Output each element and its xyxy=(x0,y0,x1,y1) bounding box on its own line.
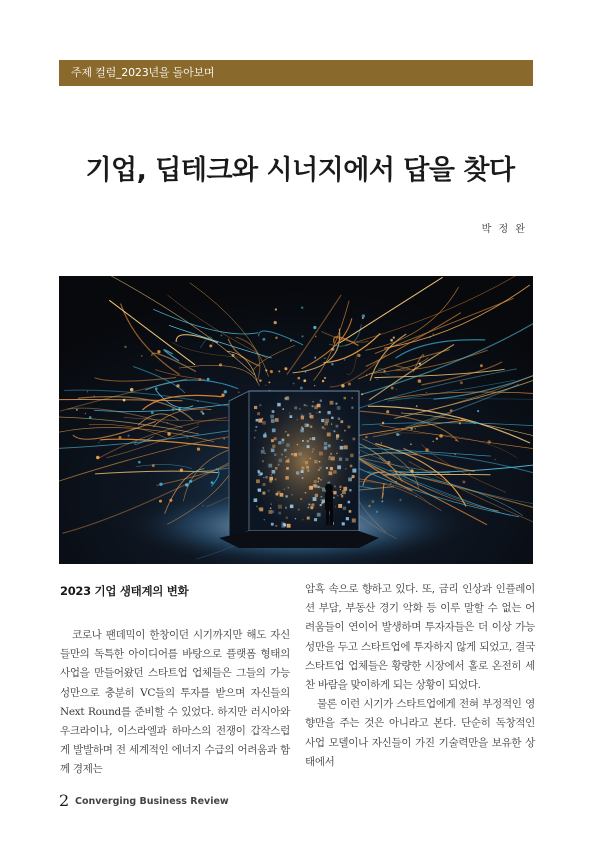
author-name: 박 정 완 xyxy=(481,224,527,235)
body-column-left xyxy=(60,626,290,780)
section-heading: 2023 기업 생태계의 변화 xyxy=(60,584,189,598)
section-banner xyxy=(59,60,533,86)
body-paragraph: 코로나 팬데믹이 한창이던 시기까지만 해도 자신들만의 독특한 아이디어를 바탕으로 플랫폼 형태의 사업을 만들어왔던 스타트업 업체들은 그들의 가능성만으로 충분히 VC들의 투자를 받으며 자신들의 Next Round를 준비할 수 있었다. 하지만 러시아와 우크라이나, 이스라엘과 하마스의 전쟁이 갑작스럽게 발발하며 전 세계적인 에너지 수급의 어려움과 함께 경제는 xyxy=(60,629,290,776)
body-paragraph: 암흑 속으로 향하고 있다. 또, 금리 인상과 인플레이션 부담, 부동산 경기 악화 등 이루 말할 수 없는 어려움들이 연이어 발생하며 투자자들은 더 이상 가능성만을 두고 스타트업에 투자하지 않게 되었고, 결국 스타트업 업체들은 황량한 시장에서 홀로 온전히 세찬 바람을 맞이하게 되는 상황이 되었다. xyxy=(305,583,535,692)
publication-name: Converging Business Review xyxy=(75,796,229,807)
body-column-right xyxy=(305,580,535,772)
hero-image xyxy=(59,276,533,564)
banner-label: 주제 컬럼_2023년을 돌아보며 xyxy=(71,66,215,79)
page-number: 2 xyxy=(59,791,70,810)
body-paragraph: 물론 이런 시기가 스타트업에게 전혀 부정적인 영향만을 주는 것은 아니라고 본다. 단순히 독창적인 사업 모델이나 자신들이 가진 기술력만을 보유한 상태에서 xyxy=(305,698,535,768)
article-title: 기업, 딥테크와 시너지에서 답을 찾다 xyxy=(85,155,515,186)
